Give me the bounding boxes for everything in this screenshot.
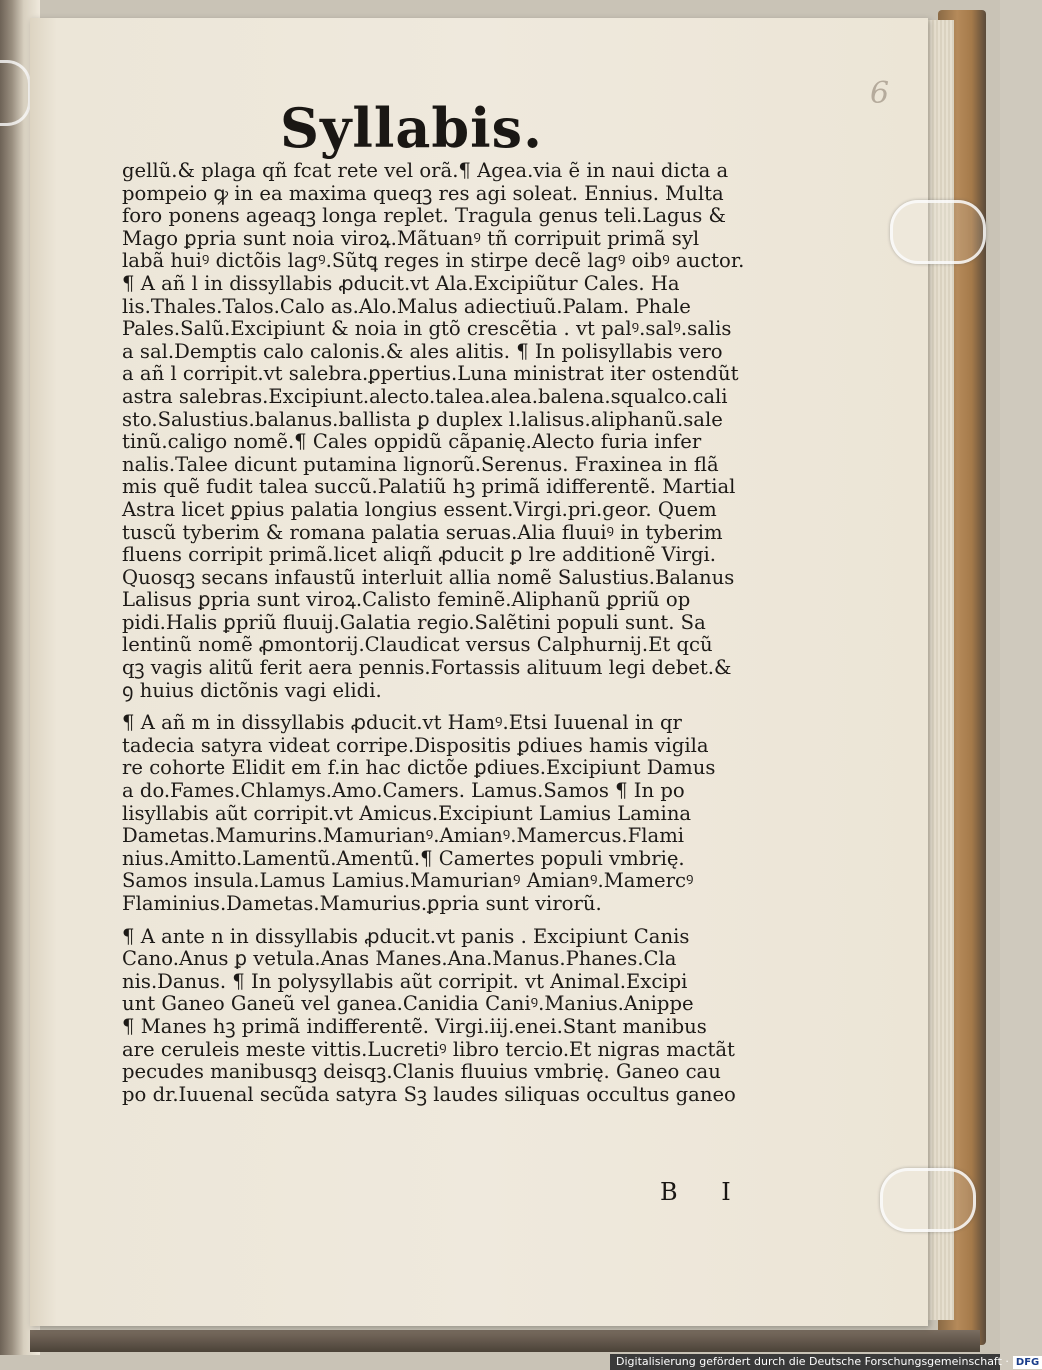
text-line: a sal.Demptis calo calonis.& ales alitis. ¶ In polisyllabis vero <box>122 339 723 363</box>
text-line: a añ l corripit.vt salebra.ꝑpertius.Luna ministrat iter ostendũt <box>122 362 739 386</box>
text-line: unt Ganeo Ganeũ vel ganea.Canidia Caniꝰ.Manius.Anippe <box>122 992 694 1016</box>
text-line: Lalisus ꝑpria sunt viroꝝ.Calisto feminẽ.Aliphanũ ꝑpriũ op <box>122 588 691 612</box>
text-line: lentinũ nomẽ ꝓmontorij.Claudicat versus Calphurnij.Et qcũ <box>122 633 713 657</box>
text-line: po dr.Iuuenal secũda satyra Sꝫ laudes siliquas occultus ganeo <box>122 1082 736 1106</box>
text-line: pecudes manibusqꝫ deisqꝫ.Clanis fluuius vmbrię. Ganeo cau <box>122 1060 721 1084</box>
text-line: foro ponens ageaqꝫ longa replet. Tragula genus teli.Lagus & <box>122 204 726 228</box>
text-line: pompeio ꝙ in ea maxima queqꝫ res agi soleat. Ennius. Multa <box>122 181 724 205</box>
text-line: nis.Danus. ¶ In polysyllabis aũt corripit. vt Animal.Excipi <box>122 969 688 993</box>
text-line: Quosqꝫ secans infaustũ interluit allia nomẽ Salustius.Balanus <box>122 565 735 589</box>
text-line: labã huiꝰ dictõis lagꝰ.Sũtꝗ reges in stirpe decẽ lagꝰ oibꝰ auctor. <box>122 249 745 273</box>
text-line: lis.Thales.Talos.Calo as.Alo.Malus adiectiuũ.Palam. Phale <box>122 294 691 318</box>
text-line: fluens corripit primã.licet aliqñ ꝓducit ꝑ lre additionẽ Virgi. <box>122 543 717 567</box>
text-line: ꝯ huius dictõnis vagi elidi. <box>122 678 382 702</box>
signature-mark: B I <box>660 1178 749 1206</box>
page-clip-bottom <box>880 1168 976 1232</box>
folio-mark: 6 <box>870 76 890 111</box>
text-line: astra salebras.Excipiunt.alecto.talea.alea.balena.squalco.cali <box>122 384 728 408</box>
dfg-logo: DFG <box>1013 1356 1042 1369</box>
text-line: nius.Amitto.Lamentũ.Amentũ.¶ Camertes populi vmbrię. <box>122 846 685 870</box>
text-line: tinũ.caligo nomẽ.¶ Cales oppidũ cãpanię.Alecto furia infer <box>122 430 702 454</box>
credit-text: Digitalisierung gefördert durch die Deutsche Forschungsgemeinschaft · <box>616 1355 1009 1368</box>
text-line: Cano.Anus ꝑ vetula.Anas Manes.Ana.Manus.Phanes.Cla <box>122 947 677 971</box>
text-line: sto.Salustius.balanus.ballista ꝑ duplex l.lalisus.aliphanũ.sale <box>122 407 723 431</box>
text-line: gellũ.& plaga qñ fcat rete vel orã.¶ Agea.via ẽ in naui dicta a <box>122 159 729 182</box>
text-line: ¶ Manes hꝫ primã indifferentẽ. Virgi.iij.enei.Stant manibus <box>122 1014 707 1038</box>
text-line: qꝫ vagis alitũ ferit aera pennis.Fortassis alituum legi debet.& <box>122 656 732 680</box>
text-line: Flaminius.Dametas.Mamurius.ꝑpria sunt virorũ. <box>122 892 602 915</box>
text-line: lisyllabis aũt corripit.vt Amicus.Excipiunt Lamius Lamina <box>122 801 692 825</box>
text-block <box>122 160 782 1106</box>
text-line: tadecia satyra videat corripe.Dispositis ꝑdiues hamis vigila <box>122 733 709 757</box>
text-line: tuscũ tyberim & romana palatia seruas.Alia fluuiꝰ in tyberim <box>122 520 723 544</box>
text-line: Mago ꝑpria sunt noia viroꝝ.Mãtuanꝰ tñ corripuit primã syl <box>122 226 700 250</box>
text-line: ¶ A ante n in dissyllabis ꝓducit.vt panis . Excipiunt Canis <box>122 924 690 948</box>
text-line: ¶ A añ l in dissyllabis ꝓducit.vt Ala.Excipiũtur Cales. Ha <box>122 271 680 295</box>
text-line: nalis.Talee dicunt putamina lignorũ.Serenus. Fraxinea in flã <box>122 452 719 476</box>
page-clip-top <box>890 200 986 264</box>
text-line: Pales.Salũ.Excipiunt & noia in gtõ crescẽtia . vt palꝰ.salꝰ.salis <box>122 317 732 341</box>
text-line: re cohorte Elidit em f.in hac dictõe ꝑdiues.Excipiunt Damus <box>122 756 716 780</box>
page-heading: Syllabis. <box>280 96 543 160</box>
text-line: a do.Fames.Chlamys.Amo.Camers. Lamus.Samos ¶ In po <box>122 779 685 803</box>
text-line: Samos insula.Lamus Lamius.Mamurianꝰ Amianꝰ.Mamercꝰ <box>122 869 694 893</box>
text-line: mis quẽ fudit talea succũ.Palatiũ hꝫ primã idifferentẽ. Martial <box>122 475 736 499</box>
book-cover-bottom <box>30 1330 980 1352</box>
text-line: ¶ A añ m in dissyllabis ꝓducit.vt Hamꝰ.Etsi Iuuenal in qr <box>122 711 682 735</box>
text-line: are ceruleis meste vittis.Lucretiꝰ libro tercio.Et nigras mactãt <box>122 1037 735 1061</box>
page-clip-left <box>0 60 31 126</box>
text-line: Astra licet ꝑpius palatia longius essent.Virgi.pri.geor. Quem <box>122 497 717 521</box>
text-line: Dametas.Mamurins.Mamurianꝰ.Amianꝰ.Mamercus.Flami <box>122 824 685 848</box>
digitization-credit <box>610 1354 1040 1370</box>
text-line: pidi.Halis ꝑpriũ fluuij.Galatia regio.Salẽtini populi sunt. Sa <box>122 610 706 634</box>
